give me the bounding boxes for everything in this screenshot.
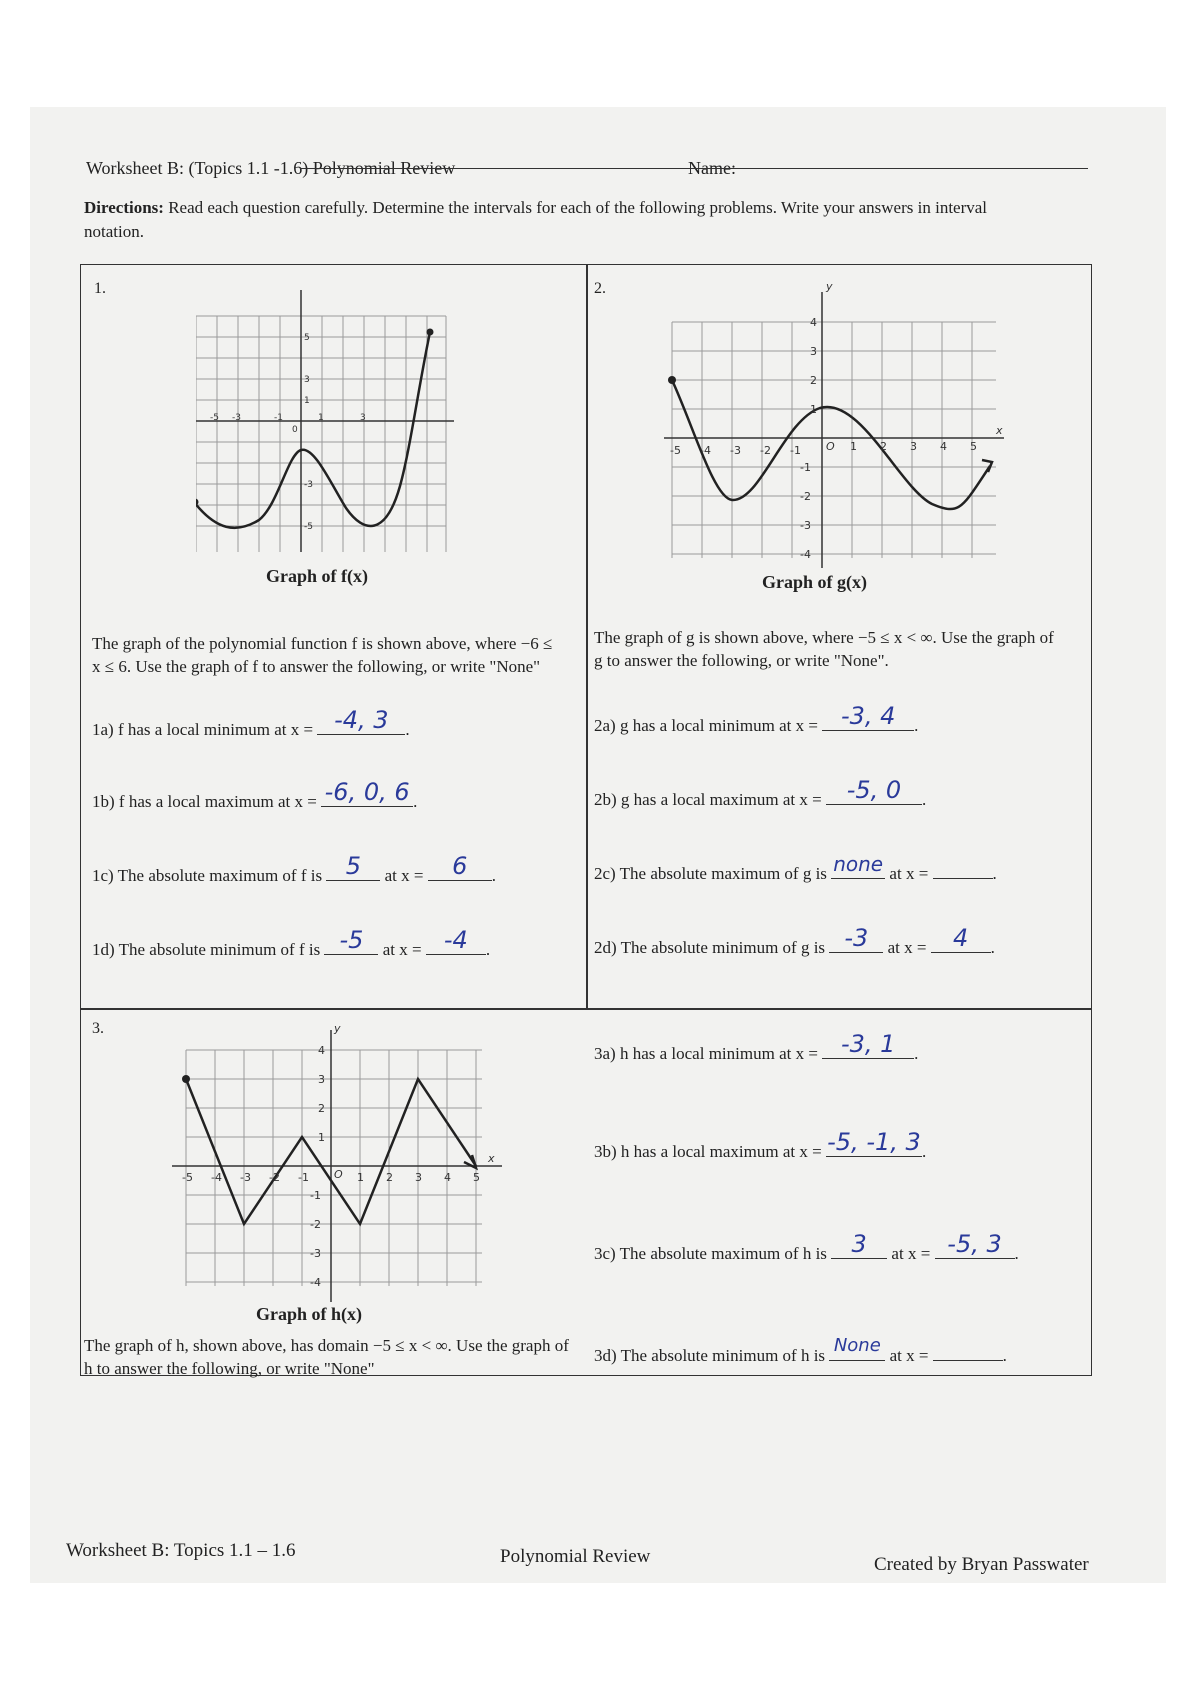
h-ytick: -4 [310,1276,321,1289]
f-xtick: -3 [232,413,241,423]
graph-h-title: Graph of h(x) [256,1304,363,1324]
h-xtick: -1 [298,1171,309,1184]
h-xtick: 1 [357,1171,364,1184]
g-xtick: 3 [910,440,917,453]
graph-f [196,290,456,552]
h-ytick: 2 [318,1102,325,1115]
h-xtick: -4 [211,1171,222,1184]
g-xtick: -4 [700,444,711,457]
q3d-at-blank[interactable] [933,1342,1003,1361]
problem2-number: 2. [594,280,606,297]
q2d-at-label: at x = [887,938,927,957]
h-axis-x: x [488,1152,495,1165]
f-ytick: -3 [304,480,313,490]
h-xtick: 5 [473,1171,480,1184]
g-xtick: 5 [970,440,977,453]
g-origin: O [826,440,835,453]
h-axis-y: y [334,1022,341,1035]
q1c-blank[interactable] [326,852,380,881]
g-xtick: -2 [760,444,771,457]
q3c-blank[interactable] [831,1230,887,1259]
g-ytick: -2 [800,490,811,503]
q3c-answer: 3 [851,1230,867,1258]
q2d-blank[interactable] [829,924,883,953]
q3a-blank[interactable] [822,1030,914,1059]
q1b: 1b) f has a local maximum at x = -6, 0, 6 . [92,778,418,811]
q2b-blank[interactable] [826,776,922,805]
q1a-text: 1a) f has a local minimum at x = [92,720,314,739]
q3d-at-label: at x = [889,1346,929,1365]
g-ytick: -1 [800,461,811,474]
directions [84,196,1044,244]
q2c-blank[interactable] [831,852,885,879]
h-xtick: 2 [386,1171,393,1184]
q2a-blank[interactable] [822,702,914,731]
footer-left: Worksheet B: Topics 1.1 – 1.6 [66,1540,296,1561]
q3d-text: 3d) The absolute minimum of h is [594,1346,826,1365]
q1b-answer: -6, 0, 6 [324,778,410,806]
h-ytick: -2 [310,1218,321,1231]
h-ytick: -3 [310,1247,321,1260]
q2c-at-blank[interactable] [933,860,993,879]
graph-g [664,278,1008,568]
problem1-number: 1. [94,280,106,297]
q1d-answer: -5 [339,926,364,954]
g-xtick: -5 [670,444,681,457]
g-xtick: 1 [850,440,857,453]
graph-f-endpoint [196,499,199,506]
graph-f-title: Graph of f(x) [266,566,368,586]
q2d: 2d) The absolute minimum of g is -3 at x = 4 . [594,924,995,957]
q1b-text: 1b) f has a local maximum at x = [92,792,317,811]
q1c-at-label: at x = [384,866,424,885]
q3c-at-blank[interactable] [935,1230,1015,1259]
h-ytick: -1 [310,1189,321,1202]
q2a-text: 2a) g has a local minimum at x = [594,716,818,735]
name-label: Name: [688,158,736,178]
q2a-answer: -3, 4 [840,702,896,730]
q2c-text: 2c) The absolute maximum of g is [594,864,827,883]
h-xtick: -2 [269,1171,280,1184]
f-ytick: 1 [304,396,310,406]
problem3-description: The graph of h, shown above, has domain −5 ≤ x < ∞. Use the graph of h to answer the following, or write "None" [84,1336,569,1378]
q2c-at-label: at x = [889,864,929,883]
q1b-blank[interactable] [321,778,413,807]
f-xtick: -1 [274,413,283,423]
h-xtick: -5 [182,1171,193,1184]
problem1-description: The graph of the polynomial function f is shown above, where −6 ≤ x ≤ 6. Use the graph of f to answer the following, or write "None" [92,634,553,676]
q1c-at-answer: 6 [452,852,468,880]
name-line [300,168,1088,169]
q2b-answer: -5, 0 [846,776,902,804]
q3c-at-answer: -5, 3 [947,1230,1002,1258]
q3d-answer: None [833,1335,881,1356]
q1d-text: 1d) The absolute minimum of f is [92,940,321,959]
q2d-at-blank[interactable] [931,924,991,953]
g-xtick: 4 [940,440,947,453]
directions-label: Directions: [84,198,164,217]
q3d-blank[interactable] [829,1335,885,1361]
problem2-description: The graph of g is shown above, where −5 ≤ x < ∞. Use the graph of g to answer the following, or write "None". [594,628,1054,670]
g-ytick: 2 [810,374,817,387]
graph-f-endpoint [427,329,434,336]
q1a-blank[interactable] [317,706,405,735]
q3b-answer: -5, -1, 3 [827,1128,921,1156]
footer-right: Created by Bryan Passwater [874,1554,1089,1575]
q2b-text: 2b) g has a local maximum at x = [594,790,822,809]
q1c-at-blank[interactable] [428,852,492,881]
q1d-at-answer: -4 [443,926,468,954]
f-ytick: 5 [304,333,310,343]
g-xtick: 2 [880,440,887,453]
q3c-at-label: at x = [891,1244,931,1263]
q3d: 3d) The absolute minimum of h is None at x = . [594,1335,1007,1365]
q2c: 2c) The absolute maximum of g is none at x = . [594,852,997,883]
footer-center: Polynomial Review [500,1546,651,1567]
g-ytick: 3 [810,345,817,358]
q3b-blank[interactable] [826,1128,922,1157]
h-xtick: 3 [415,1171,422,1184]
f-xtick: 1 [318,413,324,423]
worksheet-title: Worksheet B: (Topics 1.1 -1.6) Polynomial Review [86,158,456,178]
q2d-text: 2d) The absolute minimum of g is [594,938,826,957]
h-origin: O [334,1168,343,1181]
q3b-text: 3b) h has a local maximum at x = [594,1142,822,1161]
problem3-number: 3. [92,1020,104,1037]
f-xtick: 0 [292,425,298,435]
q2c-answer: none [833,852,884,876]
q1d-at-blank[interactable] [426,926,486,955]
h-ytick: 3 [318,1073,325,1086]
directions-text: Read each question carefully. Determine the intervals for each of the following problems. Write your answers in interval notation. [84,198,988,241]
q3a-text: 3a) h has a local minimum at x = [594,1044,818,1063]
g-ytick: 4 [810,316,817,329]
g-ytick: -3 [800,519,811,532]
q1a-answer: -4, 3 [334,706,389,734]
q3a: 3a) h has a local minimum at x = -3, 1 . [594,1030,919,1063]
q2a: 2a) g has a local minimum at x = -3, 4 . [594,702,919,735]
g-ytick: 1 [810,403,817,416]
graph-g-title: Graph of g(x) [762,572,867,592]
f-ytick: 3 [304,375,310,385]
graph-h [172,1020,512,1302]
h-ytick: 1 [318,1131,325,1144]
h-xtick: 4 [444,1171,451,1184]
q1d-blank[interactable] [324,926,378,955]
q1c-text: 1c) The absolute maximum of f is [92,866,323,885]
q3c-text: 3c) The absolute maximum of h is [594,1244,827,1263]
f-xtick: 3 [360,413,366,423]
q3c: 3c) The absolute maximum of h is 3 at x = -5, 3 . [594,1230,1019,1263]
graph-h-endpoint [182,1075,190,1083]
q1c-answer: 5 [345,852,361,880]
q1c: 1c) The absolute maximum of f is 5 at x = 6 . [92,852,496,885]
g-ytick: -4 [800,548,811,561]
q2d-at-answer: 4 [953,924,969,952]
g-xtick: -3 [730,444,741,457]
q3b: 3b) h has a local maximum at x = -5, -1, 3 . [594,1128,927,1161]
h-ytick: 4 [318,1044,325,1057]
g-axis-y: y [826,280,833,293]
q1d: 1d) The absolute minimum of f is -5 at x = -4 . [92,926,491,959]
h-xtick: -3 [240,1171,251,1184]
q1a: 1a) f has a local minimum at x = -4, 3 . [92,706,410,739]
f-ytick: -5 [304,522,313,532]
g-axis-x: x [996,424,1003,437]
graph-g-endpoint [668,376,676,384]
g-xtick: -1 [790,444,801,457]
q3a-answer: -3, 1 [840,1030,896,1058]
q2d-answer: -3 [844,924,869,952]
f-xtick: -5 [210,413,219,423]
q1d-at-label: at x = [382,940,422,959]
q2b: 2b) g has a local maximum at x = -5, 0 . [594,776,927,809]
